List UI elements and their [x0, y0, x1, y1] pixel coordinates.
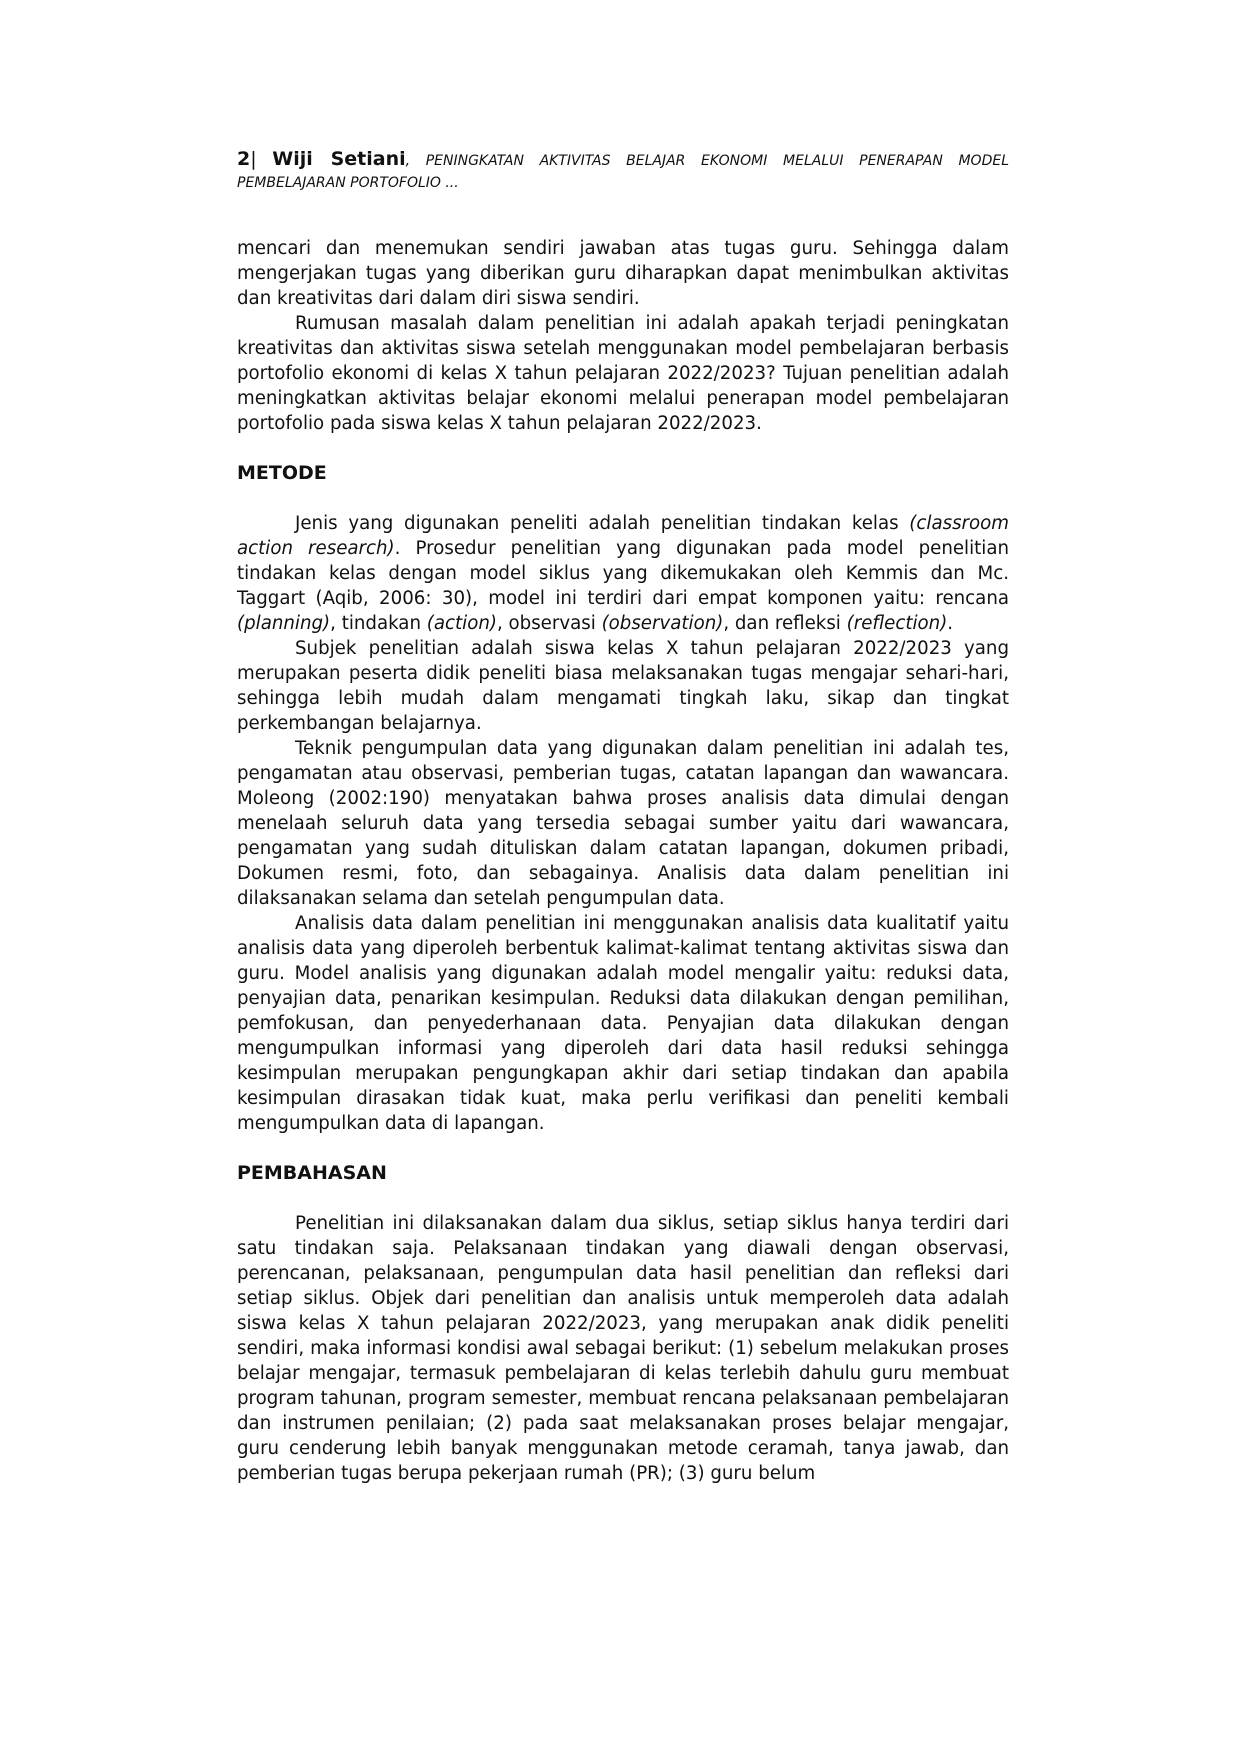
- header-article-title: PENINGKATAN AKTIVITAS BELAJAR EKONOMI MELALUI PENERAPAN MODEL PEMBELAJARAN PORTOFOLIO ...: [237, 153, 1009, 191]
- header-author: Wiji Setiani: [272, 148, 406, 170]
- metode-p1-italic-c: (action): [426, 613, 497, 634]
- metode-p1-italic-a: (classroom action research): [237, 513, 1009, 559]
- metode-p1-text-f: .: [947, 613, 954, 634]
- metode-p1-text-e: , dan refleksi: [723, 613, 847, 634]
- section-heading-pembahasan: PEMBAHASAN: [237, 1162, 387, 1184]
- metode-p1-text-d: , observasi: [496, 613, 602, 634]
- metode-p1-italic-d: (observation): [601, 613, 724, 634]
- metode-paragraph-3: Teknik pengumpulan data yang digunakan dalam penelitian ini adalah tes, pengamatan atau observasi, pemberian tugas, catatan lapangan dan wawancara. Moleong (2002:190) menyatakan bahwa proses analisis data dimulai dengan menelaah seluruh data yang tersedia sebagai sumber yaitu dari wawancara, pengamatan yang sudah dituliskan dalam catatan lapangan, dokumen pribadi, Dokumen resmi, foto, dan sebagainya. Analisis data dalam penelitian ini dilaksanakan selama dan setelah pengumpulan data.: [237, 738, 1009, 909]
- metode-p1-text-a: Jenis yang digunakan peneliti adalah penelitian tindakan kelas: [295, 513, 910, 534]
- metode-p1-italic-e: (reflection): [846, 613, 948, 634]
- running-header: [237, 148, 1009, 194]
- article-body: [237, 236, 1009, 1486]
- metode-p1-text-b: . Prosedur penelitian yang digunakan pada model penelitian tindakan kelas dengan model siklus yang dikemukakan oleh Kemmis dan Mc. Taggart (Aqib, 2006: 30), model ini terdiri dari empat komponen yaitu: rencana: [237, 538, 1009, 609]
- metode-paragraph-4: Analisis data dalam penelitian ini menggunakan analisis data kualitatif yaitu analisis data yang diperoleh berbentuk kalimat-kalimat tentang aktivitas siswa dan guru. Model analisis yang digunakan adalah model mengalir yaitu: reduksi data, penyajian data, penarikan kesimpulan. Reduksi data dilakukan dengan pemilihan, pemfokusan, dan penyederhanaan data. Penyajian data dilakukan dengan mengumpulkan informasi yang diperoleh dari data hasil reduksi sehingga kesimpulan merupakan pengungkapan akhir dari setiap tindakan dan apabila kesimpulan dirasakan tidak kuat, maka perlu verifikasi dan peneliti kembali mengumpulkan data di lapangan.: [237, 913, 1009, 1134]
- pembahasan-paragraph-1: Penelitian ini dilaksanakan dalam dua siklus, setiap siklus hanya terdiri dari satu tindakan saja. Pelaksanaan tindakan yang diawali dengan observasi, perencanan, pelaksanaan, pengumpulan data hasil penelitian dan refleksi dari setiap siklus. Objek dari penelitian dan analisis untuk memperoleh data adalah siswa kelas X tahun pelajaran 2022/2023, yang merupakan anak didik peneliti sendiri, maka informasi kondisi awal sebagai berikut: (1) sebelum melakukan proses belajar mengajar, termasuk pembelajaran di kelas terlebih dahulu guru membuat program tahunan, program semester, membuat rencana pelaksanaan pembelajaran dan instrumen penilaian; (2) pada saat melaksanakan proses belajar mengajar, guru cenderung lebih banyak menggunakan metode ceramah, tanya jawab, dan pemberian tugas berupa pekerjaan rumah (PR); (3) guru belum: [237, 1213, 1009, 1484]
- header-comma: ,: [405, 153, 411, 169]
- metode-paragraph-1: [237, 511, 1009, 636]
- metode-p1-italic-b: (planning): [237, 613, 331, 634]
- header-separator: |: [250, 148, 257, 170]
- page-number: 2: [237, 148, 251, 170]
- metode-paragraph-2: Subjek penelitian adalah siswa kelas X tahun pelajaran 2022/2023 yang merupakan peserta didik peneliti biasa melaksanakan tugas mengajar sehari-hari, sehingga lebih mudah dalam mengamati tingkah laku, sikap dan tingkat perkembangan belajarnya.: [237, 638, 1009, 734]
- intro-paragraph-1: mencari dan menemukan sendiri jawaban atas tugas guru. Sehingga dalam mengerjakan tugas yang diberikan guru diharapkan dapat menimbulkan aktivitas dan kreativitas dari dalam diri siswa sendiri.: [237, 238, 1009, 309]
- intro-paragraph-2: Rumusan masalah dalam penelitian ini adalah apakah terjadi peningkatan kreativitas dan aktivitas siswa setelah menggunakan model pembelajaran berbasis portofolio ekonomi di kelas X tahun pelajaran 2022/2023? Tujuan penelitian adalah meningkatkan aktivitas belajar ekonomi melalui penerapan model pembelajaran portofolio pada siswa kelas X tahun pelajaran 2022/2023.: [237, 313, 1009, 434]
- metode-p1-text-c: , tindakan: [330, 613, 427, 634]
- section-heading-metode: METODE: [237, 462, 327, 484]
